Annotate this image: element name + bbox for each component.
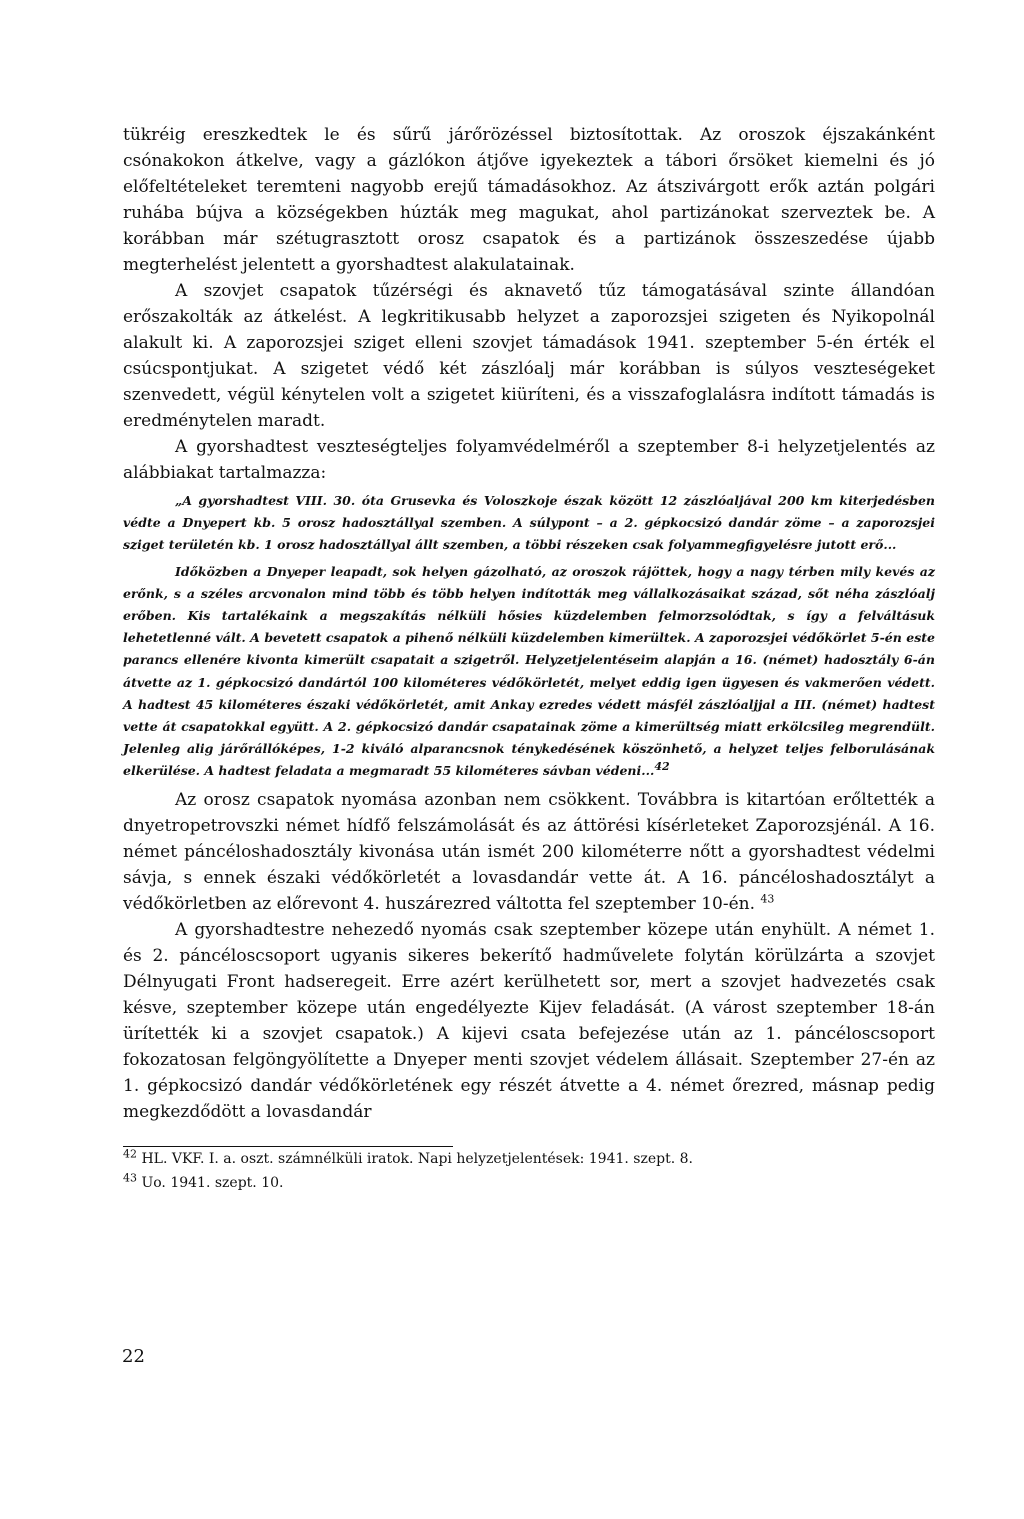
- quote-1: „A gyorshadtest VIII. 30. óta Grusevka és Voloszkoje észak között 12 zászlóaljával 200 km kiterjedésben védte a Dnyepert kb. 5 orosz hadosztállyal szemben. A súlypont – a 2. gépkocsizó dandár zöme – a zaporozsjei sziget területén kb. 1 orosz hadosztállyal állt szemben, a többi részeken csak folyammegfigyelésre jutott erő...: [123, 493, 935, 553]
- footnote-text: HL. VKF. I. a. oszt. számnélküli iratok. Napi helyzetjelentések: 1941. szept. 8.: [141, 1150, 693, 1167]
- page-number: 22: [122, 1346, 145, 1367]
- paragraph-3: A gyorshadtest veszteségteljes folyamvédelméről a szeptember 8-i helyzetjelentés az alábbiakat tartalmazza:: [123, 437, 935, 483]
- quote-2: [123, 561, 935, 783]
- paragraph-4: [123, 787, 935, 917]
- paragraph-4-text: Az orosz csapatok nyomása azonban nem csökkent. Továbbra is kitartóan erőltették a dnyetropetrovszki német hídfő felszámolását és az áttörési kísérleteket Zaporozsjénál. A 16. német páncéloshadosztály kivonása után ismét 200 kilométerre nőtt a gyorshadtest védelmi sávja, s ennek északi védőkörletét a lovasdandár vette át. A 16. páncéloshadosztályt a védőkörletben az előrevont 4. huszárezred váltotta fel szeptember 10-én.: [123, 789, 935, 914]
- paragraph-5: A gyorshadtestre nehezedő nyomás csak szeptember közepe után enyhült. A német 1. és 2. páncéloscsoport ugyanis sikeres bekerítő hadművelete folytán körülzárta a szovjet Délnyugati Front hadseregeit. Erre azért kerülhetett sor, mert a szovjet hadvezetés csak késve, szeptember közepe után engedélyezte Kijev feladását. (A várost szeptember 18-án ürítették ki a szovjet csapatok.) A kijevi csata befejezése után az 1. páncéloscsoport fokozatosan felgöngyölítette a Dnyeper menti szovjet védelem állásait. Szeptember 27-én az 1. gépkocsizó dandár védőkörletének egy részét átvette a 4. német őrezred, másnap pedig megkezdődött a lovasdandár: [123, 919, 935, 1122]
- footnote-text: Uo. 1941. szept. 10.: [141, 1174, 284, 1191]
- footnote-ref-43: 43: [760, 891, 775, 905]
- footnote-ref-42: 42: [654, 760, 670, 774]
- quote-2-text: Időközben a Dnyeper leapadt, sok helyen gázolható, az oroszok rájöttek, hogy a nagy térben mily kevés az erőnk, s a széles arcvonalon mind több és több helyen indították meg vállalkozásaikat század, sőt néha zászlóalj erőben. Kis tartalékaink a megszakítás nélküli hősies küzdelemben felmorzsolódtak, s így a felváltásuk lehetetlenné vált. A bevetett csapatok a pihenő nélküli küzdelemben kimerültek. A zaporozsjei védőkörlet 5-én este parancs ellenére kivonta kimerült csapatait a szigetről. Helyzetjelentéseim alapján a 16. (német) hadosztály 6-án átvette az 1. gépkocsizó dandártól 100 kilométeres védőkörletét, melyet eddig igen ügyesen és vakmerően védett. A hadtest 45 kilométeres északi védőkörletét, amit Ankay ezredes védett másfél zászlóaljjal a III. (német) hadtest vette át csapatokkal együtt. A 2. gépkocsizó dandár csapatainak zöme a kimerültség miatt erkölcsileg megrendült. Jelenleg alig járőrállóképes, 1-2 kiváló alparancsnok ténykedésének köszönhető, a helyzet teljes felborulásának elkerülése. A hadtest feladata a megmaradt 55 kilométeres sávban védeni...: [123, 563, 935, 779]
- footnote-num: 43: [123, 1170, 137, 1184]
- footnote-num: 42: [123, 1146, 137, 1160]
- paragraph-1: tükréig ereszkedtek le és sűrű járőrözéssel biztosítottak. Az oroszok éjszakánként csónakokon átkelve, vagy a gázlókon átjőve igyekeztek a tábori őrsöket kiemelni és jó előfeltételeket teremteni nagyobb erejű támadásokhoz. Az átszivárgott erők aztán polgári ruhába bújva a községekben húzták meg magukat, ahol partizánokat szerveztek be. A korábban már szétugrasztott orosz csapatok és a partizánok összeszedése újabb megterhelést jelentett a gyorshadtest alakulatainak.: [123, 125, 935, 275]
- footnote-42: [123, 1147, 935, 1171]
- paragraph-2: A szovjet csapatok tűzérségi és aknavető tűz támogatásával szinte állandóan erőszakolták az átkelést. A legkritikusabb helyzet a zaporozsjei szigeten és Nyikopolnál alakult ki. A zaporozsjei sziget elleni szovjet támadások 1941. szeptember 5-én érték el csúcspontjukat. A szigetet védő két zászlóalj már korábban is súlyos veszteségeket szenvedett, végül kénytelen volt a szigetet kiüríteni, és a visszafoglalásra indított támadás is eredménytelen maradt.: [123, 281, 935, 431]
- footnote-43: [123, 1171, 935, 1195]
- page-content: [123, 122, 935, 1195]
